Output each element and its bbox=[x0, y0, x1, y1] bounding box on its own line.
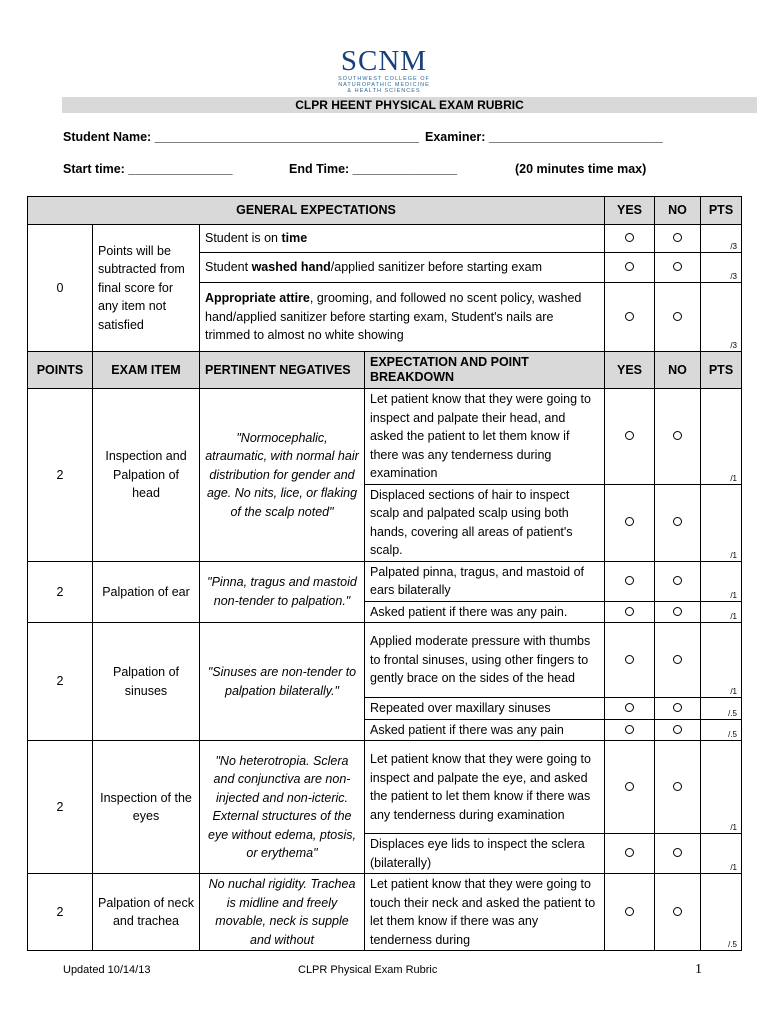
exam-row bbox=[28, 389, 742, 485]
points-possible: /3 bbox=[730, 341, 737, 350]
no-checkbox[interactable] bbox=[655, 601, 701, 623]
expectation-text: Displaced sections of hair to inspect scalp and palpated scalp using both hands, covering all areas of patient's scalp. bbox=[365, 484, 605, 561]
pertinent-negatives: "Pinna, tragus and mastoid non-tender to palpation." bbox=[200, 561, 365, 623]
points-possible: /1 bbox=[730, 550, 737, 560]
general-expectations-header: GENERAL EXPECTATIONS bbox=[28, 197, 605, 225]
option-circle-icon[interactable] bbox=[673, 607, 682, 616]
text-part: /applied sanitizer before starting exam bbox=[330, 260, 542, 275]
points-cell bbox=[701, 623, 742, 698]
exam-item-name: Palpation of ear bbox=[93, 561, 200, 623]
expectation-text: Asked patient if there was any pain bbox=[365, 719, 605, 741]
exam-item-name: Palpation of sinuses bbox=[93, 623, 200, 741]
no-checkbox[interactable] bbox=[655, 623, 701, 698]
option-circle-icon[interactable] bbox=[673, 233, 682, 242]
column-header-negatives: PERTINENT NEGATIVES bbox=[200, 352, 365, 389]
expectation-text: Let patient know that they were going to inspect and palpate the eye, and asked the patient to let them know if there was any tenderness during examination bbox=[365, 741, 605, 834]
no-checkbox[interactable] bbox=[655, 253, 701, 283]
yes-checkbox[interactable] bbox=[605, 834, 655, 874]
text-bold-part: Appropriate attire bbox=[205, 291, 310, 306]
option-circle-icon[interactable] bbox=[625, 725, 634, 734]
examiner-field[interactable]: Examiner: _________________________ bbox=[425, 130, 663, 144]
option-circle-icon[interactable] bbox=[673, 655, 682, 664]
exam-row bbox=[28, 623, 742, 698]
points-possible: /1 bbox=[730, 473, 737, 483]
option-circle-icon[interactable] bbox=[673, 848, 682, 857]
option-circle-icon[interactable] bbox=[625, 431, 634, 440]
option-circle-icon[interactable] bbox=[625, 655, 634, 664]
points-possible: /1 bbox=[730, 590, 737, 600]
no-checkbox[interactable] bbox=[655, 484, 701, 561]
text-part: Student is on bbox=[205, 231, 282, 246]
logo-subtitle-3: & HEALTH SCIENCES bbox=[347, 88, 421, 94]
option-circle-icon[interactable] bbox=[625, 703, 634, 712]
footer-updated: Updated 10/14/13 bbox=[63, 964, 151, 976]
points-possible: /1 bbox=[730, 687, 737, 696]
option-circle-icon[interactable] bbox=[673, 703, 682, 712]
points-cell bbox=[701, 601, 742, 623]
points-possible: /3 bbox=[730, 272, 737, 281]
column-header-pts: PTS bbox=[701, 352, 742, 389]
points-cell bbox=[701, 225, 742, 253]
item-points: 2 bbox=[28, 874, 93, 951]
option-circle-icon[interactable] bbox=[673, 907, 682, 916]
exam-row bbox=[28, 561, 742, 601]
column-header-yes: YES bbox=[605, 352, 655, 389]
pts-header: PTS bbox=[701, 197, 742, 225]
option-circle-icon[interactable] bbox=[625, 312, 634, 321]
yes-checkbox[interactable] bbox=[605, 253, 655, 283]
option-circle-icon[interactable] bbox=[673, 576, 682, 585]
yes-checkbox[interactable] bbox=[605, 484, 655, 561]
option-circle-icon[interactable] bbox=[625, 517, 634, 526]
item-points: 2 bbox=[28, 561, 93, 623]
page-number: 1 bbox=[695, 962, 702, 977]
text-part: , grooming, and followed no scent policy, washed hand/applied sanitizer before starting exam, Student's nails are trimmed to almost no white showing bbox=[205, 291, 582, 343]
option-circle-icon[interactable] bbox=[673, 312, 682, 321]
points-cell bbox=[701, 561, 742, 601]
no-checkbox[interactable] bbox=[655, 874, 701, 951]
points-possible: /3 bbox=[730, 242, 737, 251]
end-time-field[interactable]: End Time: _______________ bbox=[289, 162, 457, 176]
logo-subtitle-2: NATUROPATHIC MEDICINE bbox=[338, 82, 430, 88]
points-possible: /1 bbox=[730, 612, 737, 621]
no-checkbox[interactable] bbox=[655, 561, 701, 601]
exam-row bbox=[28, 741, 742, 834]
general-row bbox=[28, 225, 742, 253]
points-cell bbox=[701, 741, 742, 834]
student-name-field[interactable]: Student Name: ______________________________________ bbox=[63, 130, 419, 144]
text-part: Student bbox=[205, 260, 252, 275]
exam-item-name: Inspection of the eyes bbox=[93, 741, 200, 874]
item-points: 2 bbox=[28, 741, 93, 874]
no-checkbox[interactable] bbox=[655, 834, 701, 874]
general-expectation bbox=[200, 225, 605, 253]
points-cell bbox=[701, 283, 742, 352]
no-header: NO bbox=[655, 197, 701, 225]
points-cell bbox=[701, 874, 742, 951]
yes-checkbox[interactable] bbox=[605, 561, 655, 601]
yes-checkbox[interactable] bbox=[605, 719, 655, 741]
scnm-logo bbox=[322, 46, 446, 96]
general-expectation bbox=[200, 253, 605, 283]
logo-wordmark: SCNM bbox=[340, 45, 428, 77]
exam-item-name: Palpation of neck and trachea bbox=[93, 874, 200, 951]
option-circle-icon[interactable] bbox=[673, 431, 682, 440]
yes-checkbox[interactable] bbox=[605, 225, 655, 253]
exam-item-name: Inspection and Palpation of head bbox=[93, 389, 200, 562]
pertinent-negatives: "Sinuses are non-tender to palpation bilaterally." bbox=[200, 623, 365, 741]
option-circle-icon[interactable] bbox=[673, 725, 682, 734]
no-checkbox[interactable] bbox=[655, 389, 701, 485]
points-possible: /.5 bbox=[728, 708, 737, 718]
pertinent-negatives: "Normocephalic, atraumatic, with normal hair distribution for gender and age. No nits, lice, or flaking of the scalp noted" bbox=[200, 389, 365, 562]
yes-checkbox[interactable] bbox=[605, 741, 655, 834]
points-cell bbox=[701, 253, 742, 283]
points-possible: /.5 bbox=[728, 940, 737, 949]
option-circle-icon[interactable] bbox=[625, 262, 634, 271]
no-checkbox[interactable] bbox=[655, 283, 701, 352]
yes-header: YES bbox=[605, 197, 655, 225]
expectation-text: Applied moderate pressure with thumbs to frontal sinuses, using other fingers to gently brace on the sides of the head bbox=[365, 623, 605, 698]
time-max-note: (20 minutes time max) bbox=[515, 162, 647, 176]
option-circle-icon[interactable] bbox=[625, 782, 634, 791]
logo-subtitle-1: SOUTHWEST COLLEGE OF bbox=[338, 76, 430, 82]
yes-checkbox[interactable] bbox=[605, 283, 655, 352]
expectation-text: Repeated over maxillary sinuses bbox=[365, 698, 605, 720]
no-checkbox[interactable] bbox=[655, 698, 701, 720]
column-header-points: POINTS bbox=[28, 352, 93, 389]
item-points: 2 bbox=[28, 623, 93, 741]
expectation-text: Asked patient if there was any pain. bbox=[365, 601, 605, 623]
points-possible: /.5 bbox=[728, 730, 737, 739]
yes-checkbox[interactable] bbox=[605, 874, 655, 951]
points-cell bbox=[701, 484, 742, 561]
column-header-item: EXAM ITEM bbox=[93, 352, 200, 389]
no-checkbox[interactable] bbox=[655, 741, 701, 834]
no-checkbox[interactable] bbox=[655, 719, 701, 741]
pertinent-negatives: "No heterotropia. Sclera and conjunctiva are non-injected and non-icteric. External structures of the eye without edema, ptosis, or erythema" bbox=[200, 741, 365, 874]
option-circle-icon[interactable] bbox=[625, 576, 634, 585]
points-possible: /1 bbox=[730, 823, 737, 832]
points-cell bbox=[701, 719, 742, 741]
text-bold-part: time bbox=[281, 231, 308, 246]
option-circle-icon[interactable] bbox=[625, 907, 634, 916]
option-circle-icon[interactable] bbox=[625, 848, 634, 857]
yes-checkbox[interactable] bbox=[605, 623, 655, 698]
option-circle-icon[interactable] bbox=[673, 782, 682, 791]
expectation-text: Palpated pinna, tragus, and mastoid of ears bilaterally bbox=[365, 561, 605, 601]
no-checkbox[interactable] bbox=[655, 225, 701, 253]
points-cell bbox=[701, 698, 742, 720]
column-header-expectation: EXPECTATION AND POINT BREAKDOWN bbox=[365, 352, 605, 389]
expectation-text: Let patient know that they were going to touch their neck and asked the patient to let them know if there was any tenderness during bbox=[365, 874, 605, 951]
option-circle-icon[interactable] bbox=[673, 262, 682, 271]
rubric-table bbox=[27, 196, 742, 951]
page-title: CLPR HEENT PHYSICAL EXAM RUBRIC bbox=[62, 97, 757, 113]
pertinent-negatives: No nuchal rigidity. Trachea is midline and freely movable, neck is supple and without bbox=[200, 874, 365, 951]
yes-checkbox[interactable] bbox=[605, 389, 655, 485]
column-header-no: NO bbox=[655, 352, 701, 389]
expectation-text: Let patient know that they were going to inspect and palpate their head, and asked the patient to let them know if there was any tenderness during examination bbox=[365, 389, 605, 485]
option-circle-icon[interactable] bbox=[625, 607, 634, 616]
points-cell bbox=[701, 834, 742, 874]
general-points: 0 bbox=[28, 225, 93, 352]
item-points: 2 bbox=[28, 389, 93, 562]
start-time-field[interactable]: Start time: _______________ bbox=[63, 162, 233, 176]
general-header-row bbox=[28, 197, 742, 225]
yes-checkbox[interactable] bbox=[605, 601, 655, 623]
column-header-row bbox=[28, 352, 742, 389]
general-expectation bbox=[200, 283, 605, 352]
footer-title: CLPR Physical Exam Rubric bbox=[298, 964, 438, 976]
text-bold-part: washed hand bbox=[251, 260, 331, 275]
points-cell bbox=[701, 389, 742, 485]
exam-row bbox=[28, 874, 742, 951]
expectation-text: Displaces eye lids to inspect the sclera (bilaterally) bbox=[365, 834, 605, 874]
yes-checkbox[interactable] bbox=[605, 698, 655, 720]
points-possible: /1 bbox=[730, 863, 737, 872]
general-note: Points will be subtracted from final score for any item not satisfied bbox=[93, 225, 200, 352]
option-circle-icon[interactable] bbox=[625, 233, 634, 242]
option-circle-icon[interactable] bbox=[673, 517, 682, 526]
